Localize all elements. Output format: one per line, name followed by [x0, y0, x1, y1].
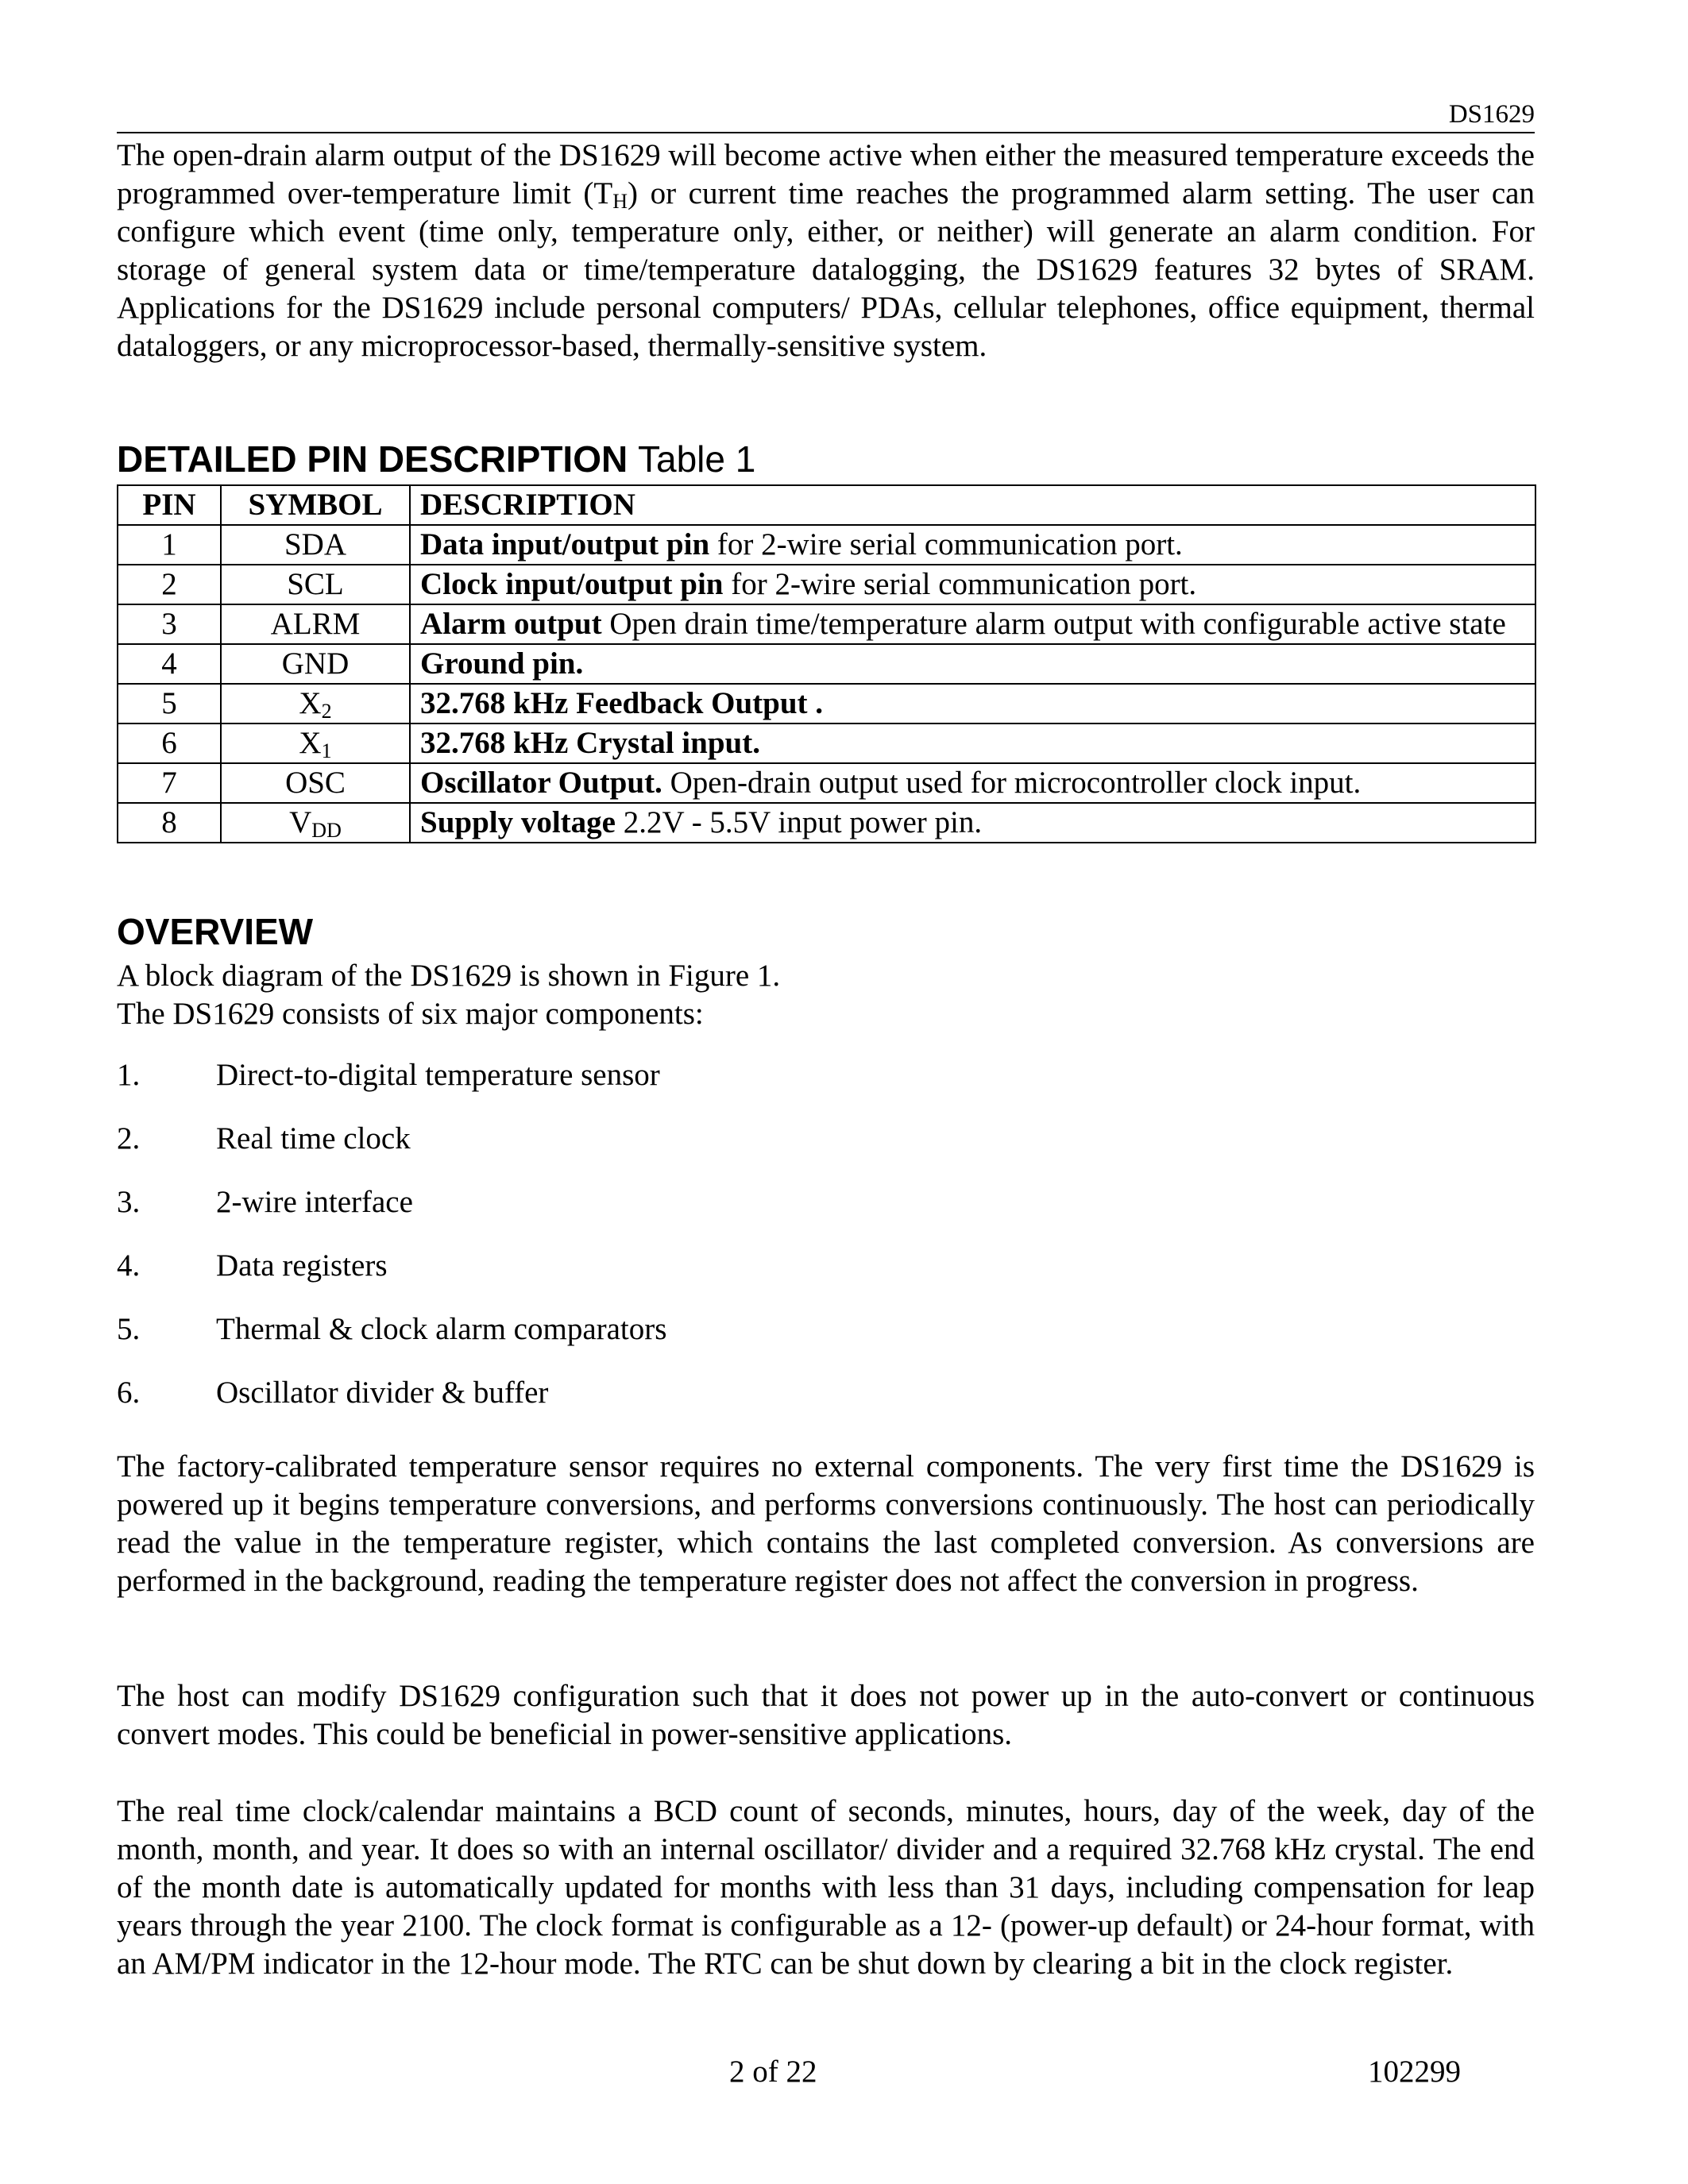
pin-description-cell: Ground pin. [410, 644, 1535, 684]
pin-description-cell: Supply voltage 2.2V - 5.5V input power pin. [410, 803, 1535, 843]
pin-symbol-cell: $V_{DD}$ [221, 803, 410, 843]
overview-paragraph-2: The host can modify DS1629 configuration such that it does not power up in the auto-convert or continuous convert modes. This could be beneficial in power-sensitive applications. [117, 1679, 1535, 1751]
pin-number-cell: 4 [118, 644, 221, 684]
pin-number-cell: 5 [118, 684, 221, 723]
list-item-text: Oscillator divider & buffer [216, 1376, 549, 1410]
pin-description-cell: Data input/output pin for 2-wire serial communication port. [410, 525, 1535, 565]
overview-paragraph-3: The real time clock/calendar maintains a BCD count of seconds, minutes, hours, day of the week, day of the month, month, and year. It does so with an internal oscillator/ divider and a required 32.768 kHz crystal. The end of the month date is automatically updated for months with less than 31 days, including compensation for leap years through the year 2100. The clock format is configurable as a 12- (power-up default) or 24-hour format, with an AM/PM indicator in the 12-hour mode. The RTC can be shut down by clearing a bit in the clock register. [117, 1794, 1535, 1981]
overview-title: OVERVIEW [117, 911, 314, 952]
list-item-number: 2. [117, 1121, 141, 1156]
overview-paragraph-1: The factory-calibrated temperature sensor requires no external components. The very first time the DS1629 is powered up it begins temperature conversions, and performs conversions continuously. The host can periodically read the value in the temperature register, which contains the last completed conversion. As conversions are performed in the background, reading the temperature register does not affect the conversion in progress. [117, 1449, 1535, 1598]
list-item-text: 2-wire interface [216, 1185, 413, 1219]
list-item-number: 1. [117, 1058, 141, 1092]
pin-number-cell: 6 [118, 723, 221, 763]
doc-code: 102299 [1368, 2055, 1461, 2089]
pin-symbol-cell: $X_2$ [221, 684, 410, 723]
page-number: 2 of 22 [729, 2055, 817, 2089]
pin-number-cell: 3 [118, 604, 221, 644]
table-row [118, 803, 1535, 843]
pin-number-cell: 1 [118, 525, 221, 565]
pin-description-cell: Clock input/output pin for 2-wire serial communication port. [410, 565, 1535, 604]
pin-number-cell: 8 [118, 803, 221, 843]
table-row [118, 604, 1535, 644]
th-subscript: H [612, 190, 628, 213]
pin-symbol-cell: $X_1$ [221, 723, 410, 763]
pin-symbol-cell: SDA [221, 525, 410, 565]
list-item-text: Data registers [216, 1248, 388, 1283]
header-doc-id: DS1629 [1448, 100, 1535, 129]
table-header-row [118, 485, 1535, 525]
list-item-text: Direct-to-digital temperature sensor [216, 1058, 660, 1092]
table-row [118, 565, 1535, 604]
overview-intro [117, 957, 780, 1033]
pin-description-cell: Oscillator Output. Open-drain output used for microcontroller clock input. [410, 763, 1535, 803]
pin-symbol-cell: ALRM [221, 604, 410, 644]
pin-description-table [117, 484, 1536, 843]
pin-section-subtitle: Table 1 [637, 438, 756, 480]
pin-section-title: DETAILED PIN DESCRIPTION Table 1 [117, 438, 756, 480]
pin-symbol-cell: SCL [221, 565, 410, 604]
list-item-number: 3. [117, 1185, 141, 1219]
header-description: DESCRIPTION [410, 485, 1535, 525]
pin-number-cell: 7 [118, 763, 221, 803]
table-row [118, 684, 1535, 723]
list-item-number: 5. [117, 1312, 141, 1346]
table-row [118, 644, 1535, 684]
overview-line-2: The DS1629 consists of six major components: [117, 997, 704, 1031]
page-header [117, 98, 1535, 133]
list-item-text: Real time clock [216, 1121, 411, 1156]
pin-symbol-cell: OSC [221, 763, 410, 803]
table-row [118, 723, 1535, 763]
overview-line-1: A block diagram of the DS1629 is shown in Figure 1. [117, 959, 781, 993]
list-item-number: 4. [117, 1248, 141, 1283]
list-item-number: 6. [117, 1376, 141, 1410]
pin-number-cell: 2 [118, 565, 221, 604]
header-symbol: SYMBOL [221, 485, 410, 525]
pin-description-cell: 32.768 kHz Feedback Output . [410, 684, 1535, 723]
header-pin: PIN [118, 485, 221, 525]
table-row [118, 763, 1535, 803]
table-row [118, 525, 1535, 565]
pin-symbol-cell: GND [221, 644, 410, 684]
list-item-text: Thermal & clock alarm comparators [216, 1312, 667, 1346]
intro-paragraph: The open-drain alarm output of the DS1629 will become active when either the measured temperature exceeds the programmed over-temperature limit $(T_H)$ or current time reaches the programmed alarm setting. The user can configure which event (time only, temperature only, either, or neither) will generate an alarm condition. For storage of general system data or time/temperature datalogging, the DS1629 features 32 bytes of SRAM. Applications for the DS1629 include personal computers/ PDAs, cellular telephones, office equipment, thermal dataloggers, or any microprocessor-based, thermally-sensitive system. [117, 138, 1535, 363]
pin-description-cell: 32.768 kHz Crystal input. [410, 723, 1535, 763]
pin-description-cell: Alarm output Open drain time/temperature alarm output with configurable active state [410, 604, 1535, 644]
